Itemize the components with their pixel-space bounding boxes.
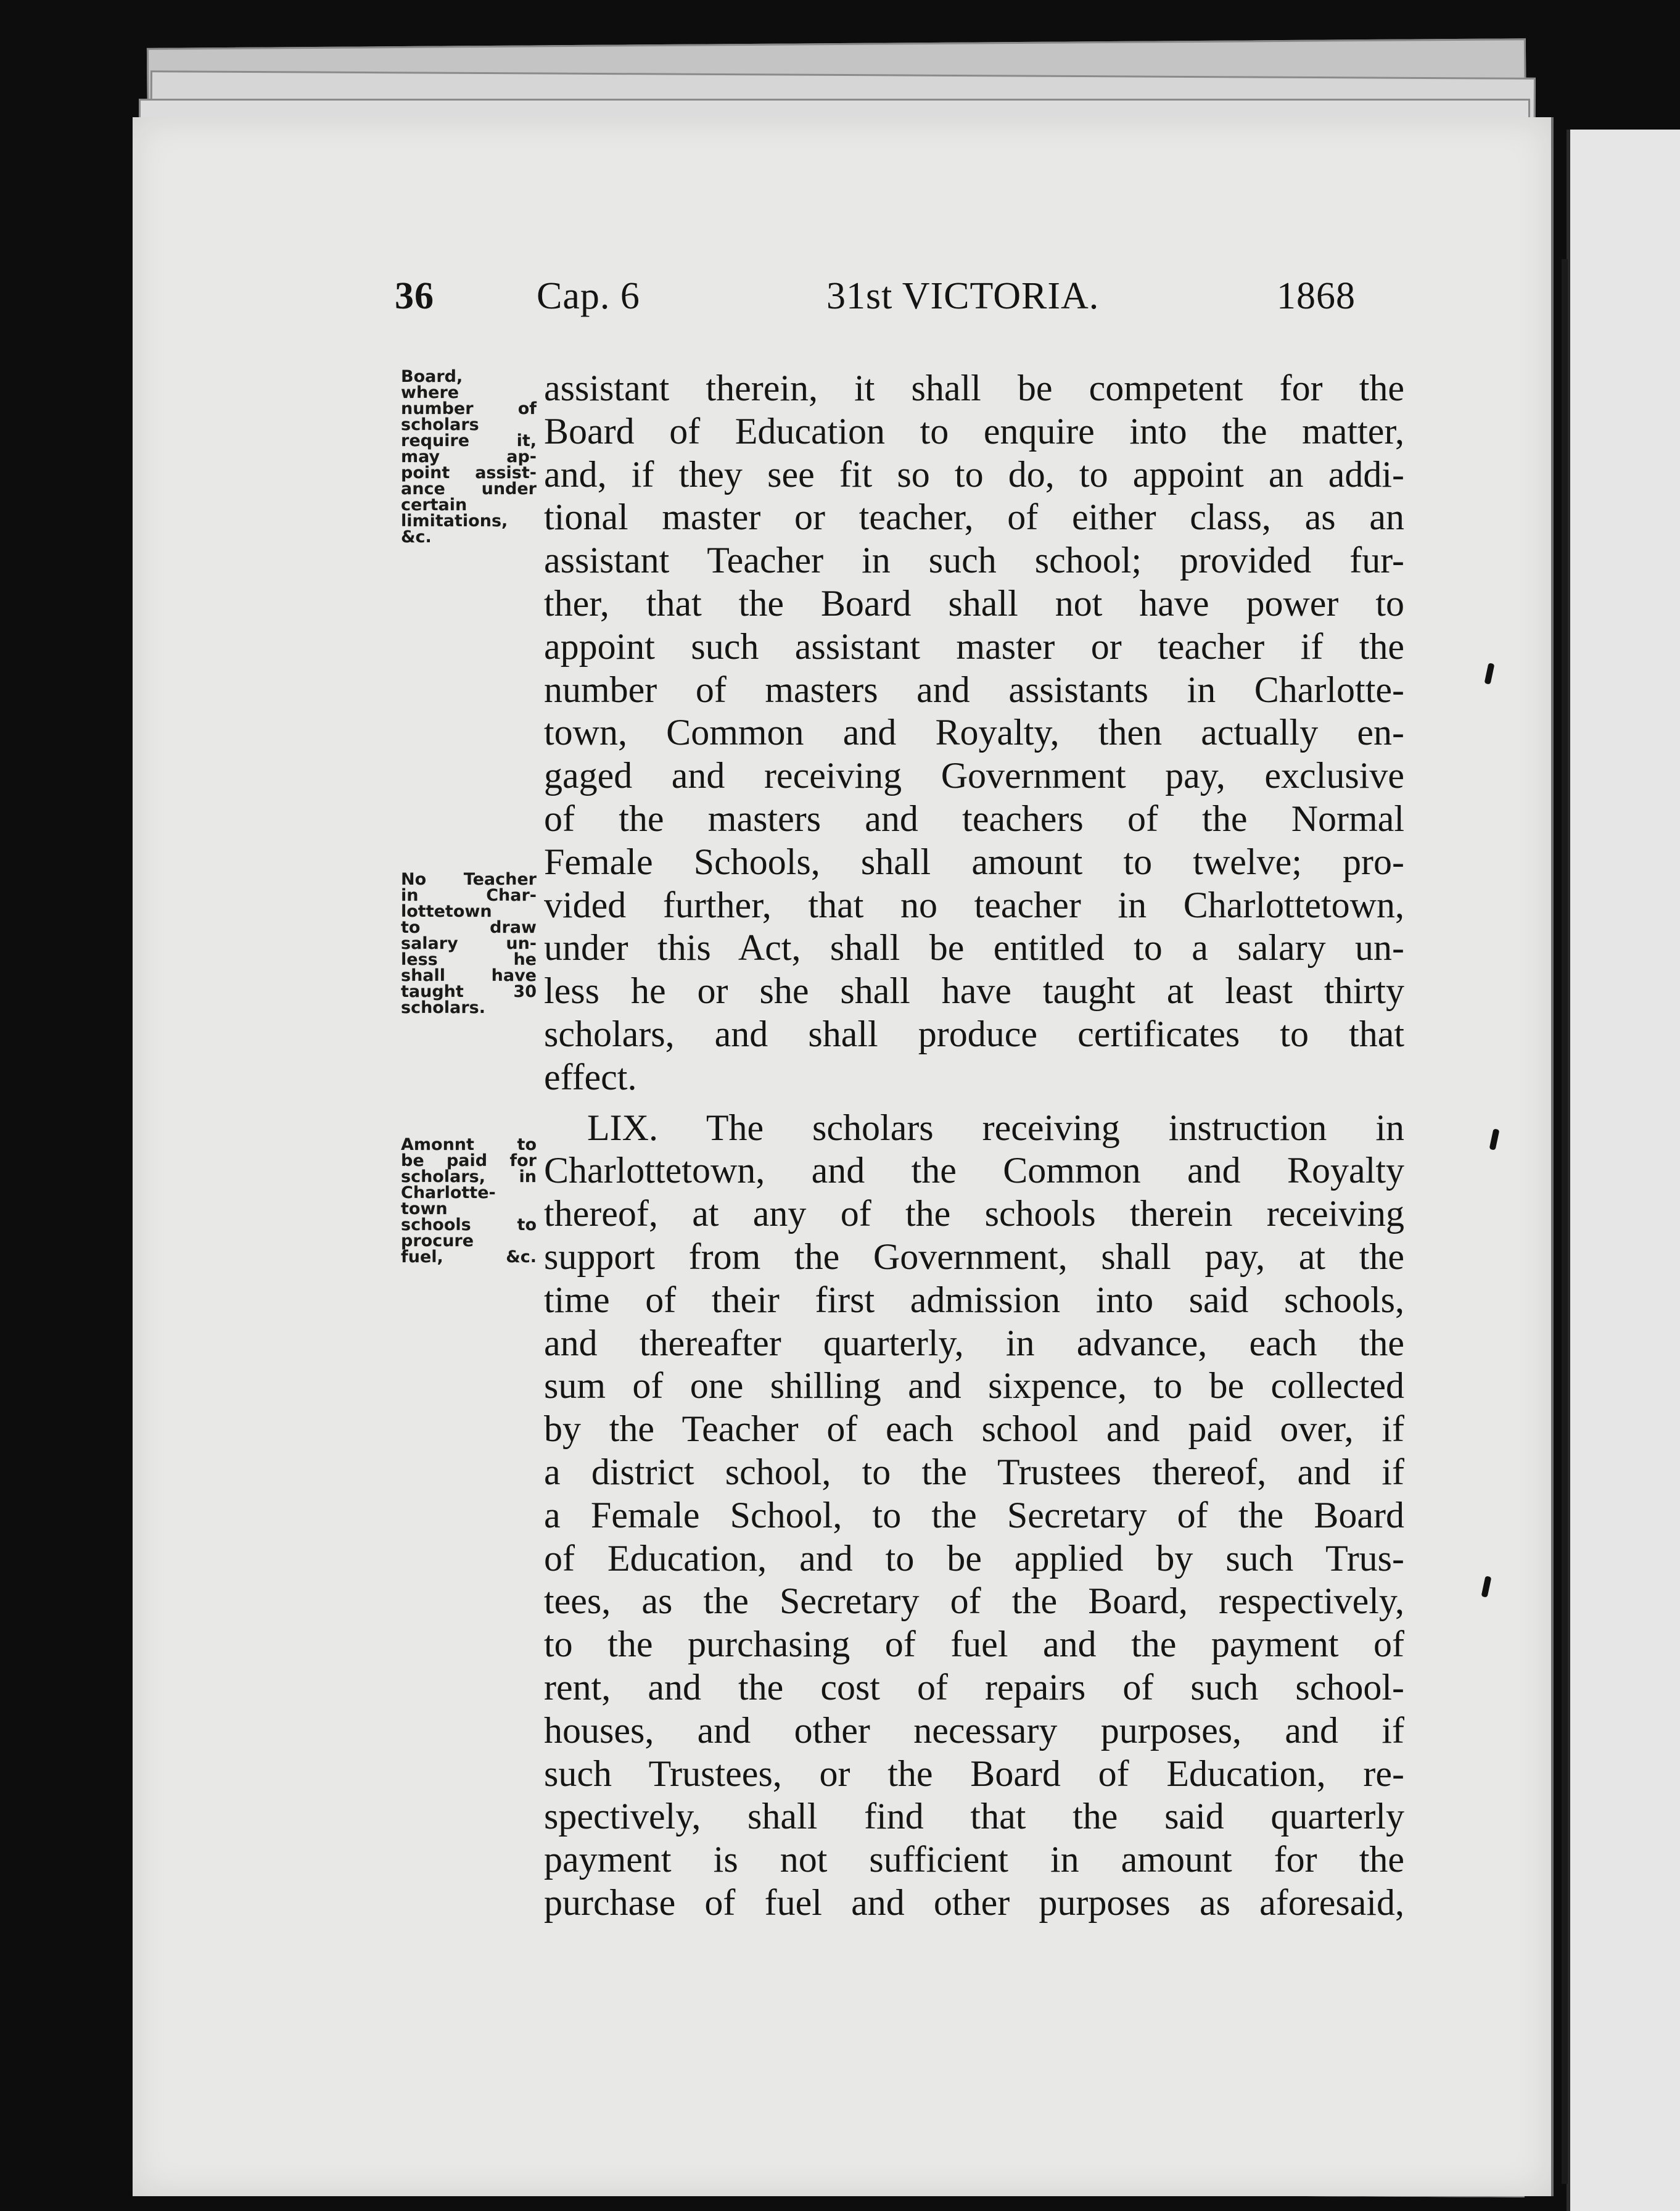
text-line: assistant therein, it shall be competent for the (544, 368, 1404, 408)
text-line: and, if they see fit so to do, to appoint an addi- (544, 453, 1404, 495)
text-line: tees, as the Secretary of the Board, respectively, (544, 1581, 1404, 1622)
side-note-line: lottetown (401, 902, 492, 921)
side-note-line: &c. (401, 527, 432, 547)
side-note-line: fuel, &c. (401, 1247, 537, 1267)
body-text (544, 367, 1404, 1925)
text-line: rent, and the cost of repairs of such school- (544, 1666, 1404, 1708)
year-label: 1868 (1277, 275, 1356, 317)
side-note-line: in Char- (401, 886, 537, 905)
side-note-line: limitations, (401, 511, 508, 531)
side-note-line: where (401, 383, 459, 402)
text-line: under this Act, shall be entitled to a salary un- (544, 927, 1404, 969)
side-note-line: shall have (401, 966, 537, 985)
binding-shadow (1562, 259, 1568, 2184)
text-line: number of masters and assistants in Charlotte- (544, 669, 1404, 710)
facing-page (1567, 130, 1680, 2211)
text-line: spectively, shall find that the said quarterly (544, 1796, 1404, 1837)
text-line: a district school, to the Trustees thereof, and if (544, 1451, 1404, 1492)
text-line: Charlottetown, and the Common and Royalty (544, 1150, 1404, 1191)
text-line: payment is not sufficient in amount for the (544, 1839, 1404, 1880)
side-note-teacher-salary (401, 872, 537, 1016)
text-line: gaged and receiving Government pay, exclusive (544, 755, 1404, 796)
text-line: such Trustees, or the Board of Education, re- (544, 1753, 1404, 1794)
side-note-line: No Teacher (401, 870, 537, 889)
side-note-line: Charlotte- (401, 1183, 496, 1202)
text-line: sum of one shilling and sixpence, to be collected (544, 1365, 1404, 1407)
side-note-line: ance under (401, 479, 537, 498)
chapter-label: Cap. 6 (537, 275, 640, 317)
text-line: by the Teacher of each school and paid over, if (544, 1408, 1404, 1450)
side-note-line: require it, (401, 431, 537, 450)
text-line: effect. (544, 1056, 637, 1097)
side-note-line: town (401, 1199, 448, 1218)
side-note-line: Board, (401, 367, 463, 386)
side-note-line: to draw (401, 918, 537, 937)
text-line: time of their first admission into said schools, (544, 1279, 1404, 1320)
text-line: less he or she shall have taught at least thirty (544, 970, 1404, 1012)
side-note-line: certain (401, 495, 467, 515)
side-note-line: scholars (401, 415, 479, 434)
side-note-line: Amonnt to (401, 1135, 537, 1154)
text-line: Board of Education to enquire into the matter, (544, 410, 1404, 452)
text-line: LIX. The scholars receiving instruction in (587, 1107, 1404, 1148)
running-head (265, 275, 1406, 324)
text-line: assistant Teacher in such school; provided fur- (544, 540, 1404, 581)
text-line: a Female School, to the Secretary of the Board (544, 1494, 1404, 1535)
text-line: town, Common and Royalty, then actually en- (544, 712, 1404, 753)
text-line: purchase of fuel and other purposes as aforesaid, (544, 1882, 1404, 1923)
side-note-line: be paid for (401, 1151, 537, 1170)
text-line: tional master or teacher, of either class, as an (544, 497, 1404, 538)
text-line: of Education, and to be applied by such Trus- (544, 1537, 1404, 1579)
side-note-line: salary un- (401, 934, 537, 953)
side-note-board-assistant (401, 369, 537, 545)
text-line: appoint such assistant master or teacher if the (544, 626, 1404, 667)
side-note-line: number of (401, 399, 537, 418)
text-line: vided further, that no teacher in Charlottetown, (544, 884, 1404, 925)
text-line: and thereafter quarterly, in advance, each the (544, 1322, 1404, 1363)
text-line: support from the Government, shall pay, at the (544, 1236, 1404, 1277)
side-note-line: schools to (401, 1215, 537, 1234)
text-line: thereof, at any of the schools therein receiving (544, 1193, 1404, 1234)
page-title: 31st VICTORIA. (826, 275, 1100, 317)
side-note-line: scholars. (401, 998, 485, 1017)
paragraph-gap (544, 1099, 1404, 1107)
side-note-line: procure (401, 1231, 474, 1250)
side-note-line: may ap- (401, 447, 537, 466)
side-note-fuel-payment (401, 1137, 537, 1265)
side-note-line: scholars, in (401, 1167, 537, 1186)
side-note-line: point assist- (401, 463, 537, 482)
text-line: houses, and other necessary purposes, and if (544, 1709, 1404, 1751)
text-line: Female Schools, shall amount to twelve; pro- (544, 841, 1404, 882)
text-line: of the masters and teachers of the Normal (544, 798, 1404, 839)
side-note-line: taught 30 (401, 982, 537, 1001)
text-line: to the purchasing of fuel and the payment of (544, 1624, 1404, 1665)
page-number: 36 (395, 275, 434, 317)
paragraph-continuation (544, 367, 1404, 1099)
section-lix (544, 1107, 1404, 1925)
text-line: scholars, and shall produce certificates to that (544, 1013, 1404, 1054)
text-line: ther, that the Board shall not have power to (544, 582, 1404, 624)
side-note-line: less he (401, 950, 537, 969)
